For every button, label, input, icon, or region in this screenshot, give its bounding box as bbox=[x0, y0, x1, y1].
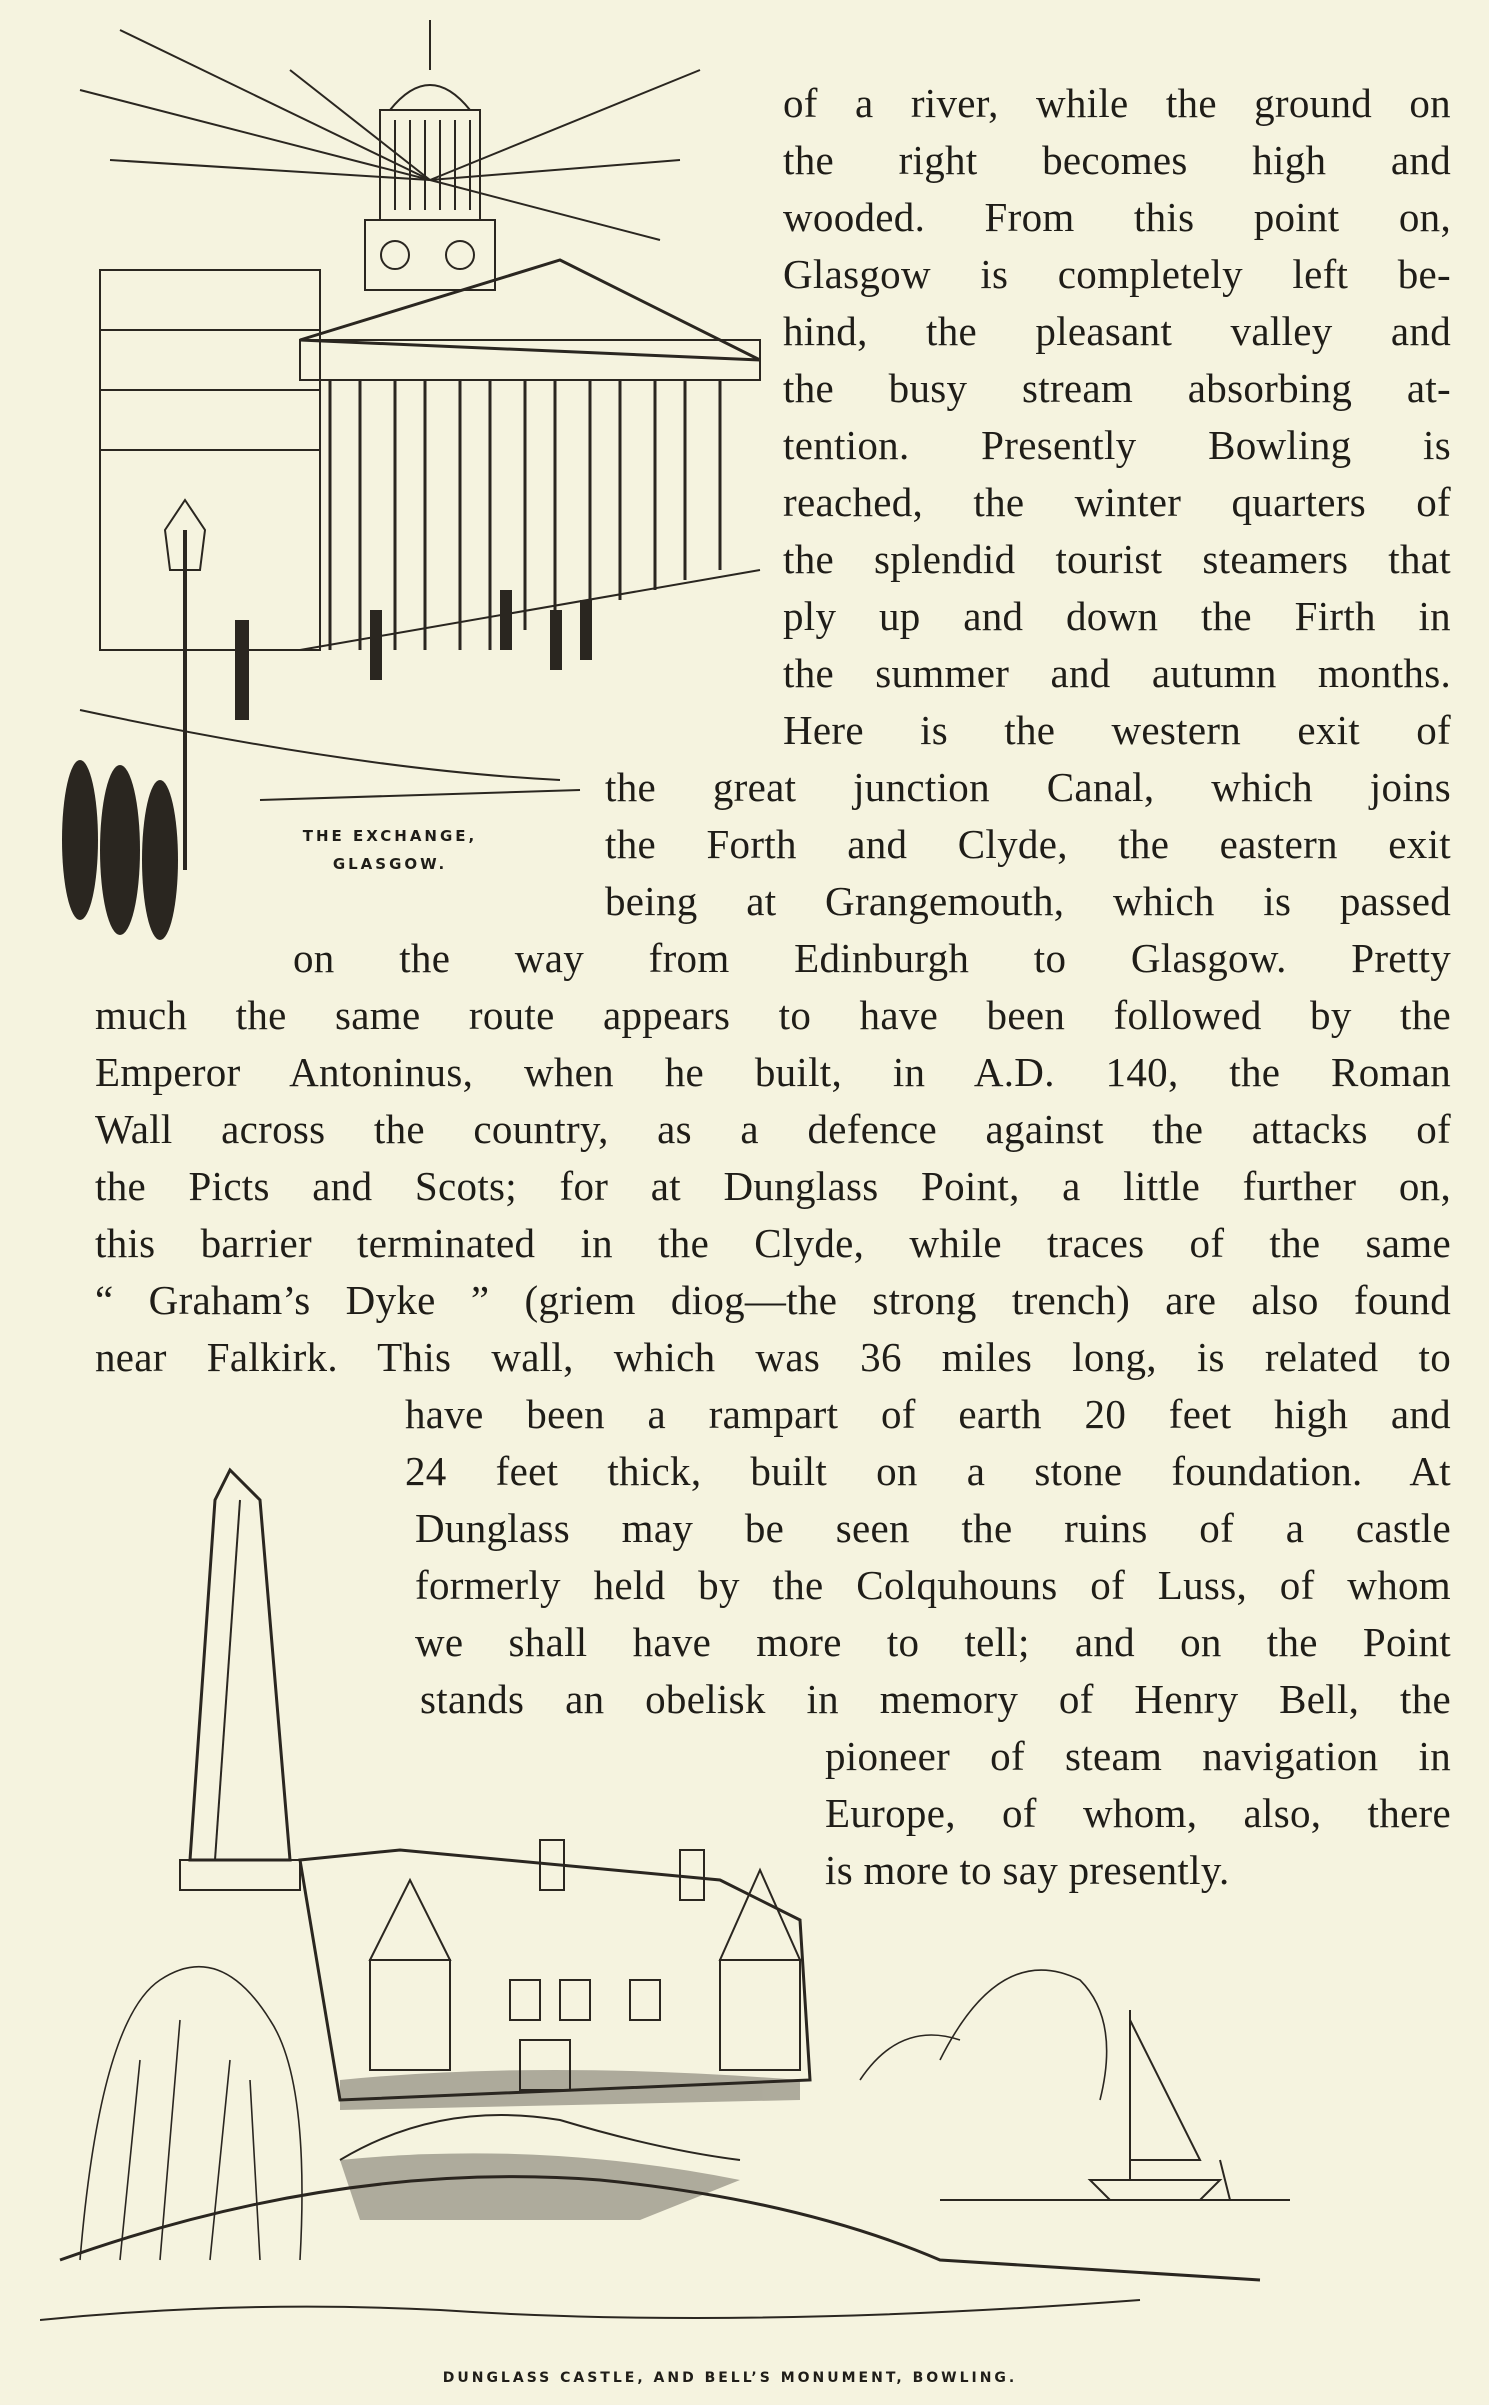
dunglass-engraving bbox=[40, 1460, 1300, 2370]
text-line: wooded. From this point on, bbox=[783, 194, 1451, 240]
text-line: near Falkirk. This wall, which was 36 miles long, is related to bbox=[95, 1334, 1451, 1380]
text-line: the summer and autumn months. bbox=[783, 650, 1451, 696]
text-line: Europe, of whom, also, there bbox=[825, 1790, 1451, 1836]
dunglass-caption: DUNGLASS CASTLE, AND BELL’S MONUMENT, BOWLING. bbox=[442, 2370, 1018, 2386]
dunglass-illustration bbox=[40, 1460, 1300, 2370]
text-line: Wall across the country, as a defence against the attacks of bbox=[95, 1106, 1451, 1152]
text-line: the right becomes high and bbox=[783, 137, 1451, 183]
text-line: tention. Presently Bowling is bbox=[783, 422, 1451, 468]
text-line: stands an obelisk in memory of Henry Bell, the bbox=[420, 1676, 1451, 1722]
text-line: ply up and down the Firth in bbox=[783, 593, 1451, 639]
text-line: this barrier terminated in the Clyde, while traces of the same bbox=[95, 1220, 1451, 1266]
text-line: Dunglass may be seen the ruins of a castle bbox=[415, 1505, 1451, 1551]
text-line: much the same route appears to have been followed by the bbox=[95, 992, 1451, 1038]
text-line: reached, the winter quarters of bbox=[783, 479, 1451, 525]
text-line: the busy stream absorbing at- bbox=[783, 365, 1451, 411]
text-line: “ Graham’s Dyke ” (griem diog—the strong trench) are also found bbox=[95, 1277, 1451, 1323]
text-line: formerly held by the Colquhouns of Luss, of whom bbox=[415, 1562, 1451, 1608]
text-line: of a river, while the ground on bbox=[783, 80, 1451, 126]
text-line: Here is the western exit of bbox=[783, 707, 1451, 753]
text-line: the great junction Canal, which joins bbox=[605, 764, 1451, 810]
exchange-caption-line2: GLASGOW. bbox=[332, 855, 448, 873]
text-line: 24 feet thick, built on a stone foundation. At bbox=[405, 1448, 1451, 1494]
text-line: is more to say presently. bbox=[825, 1847, 1230, 1893]
text-line: have been a rampart of earth 20 feet high and bbox=[405, 1391, 1451, 1437]
text-line: on the way from Edinburgh to Glasgow. Pretty bbox=[293, 935, 1451, 981]
text-line: Emperor Antoninus, when he built, in A.D. 140, the Roman bbox=[95, 1049, 1451, 1095]
text-line: Glasgow is completely left be- bbox=[783, 251, 1451, 297]
text-line: pioneer of steam navigation in bbox=[825, 1733, 1451, 1779]
text-line: the Forth and Clyde, the eastern exit bbox=[605, 821, 1451, 867]
text-line: hind, the pleasant valley and bbox=[783, 308, 1451, 354]
text-line: the splendid tourist steamers that bbox=[783, 536, 1451, 582]
text-line: the Picts and Scots; for at Dunglass Point, a little further on, bbox=[95, 1163, 1451, 1209]
text-line: being at Grangemouth, which is passed bbox=[605, 878, 1451, 924]
text-line: we shall have more to tell; and on the Point bbox=[415, 1619, 1451, 1665]
exchange-caption-line1: THE EXCHANGE, bbox=[302, 827, 478, 845]
